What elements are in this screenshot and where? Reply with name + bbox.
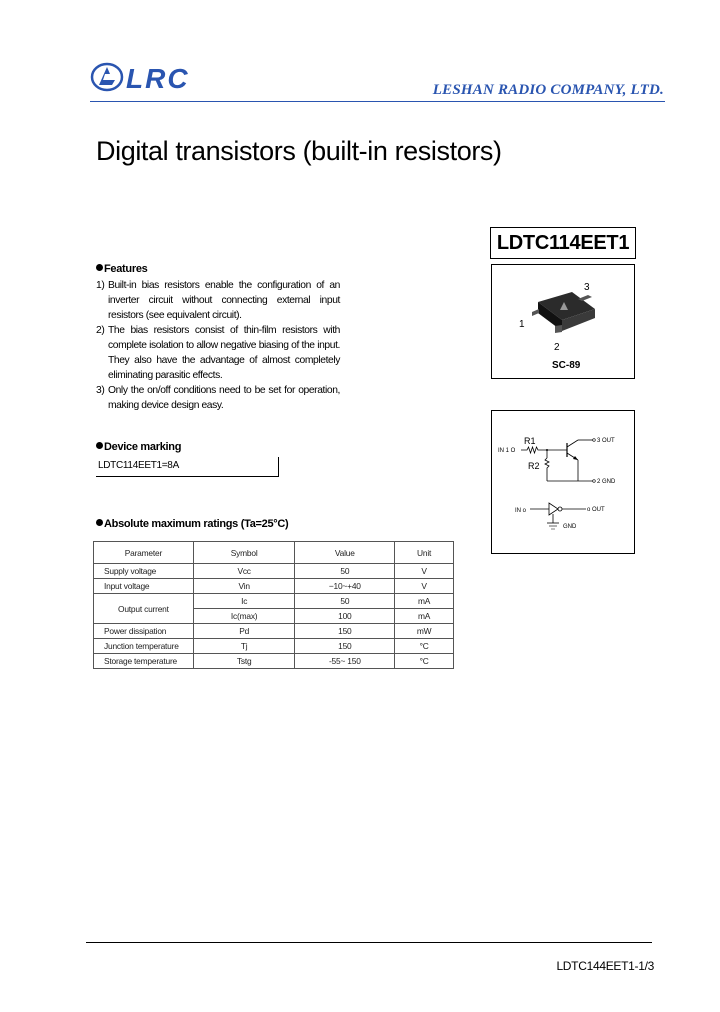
page-title: Digital transistors (built-in resistors) xyxy=(96,136,502,166)
list-item: 2) The bias resistors consist of thin-film resistors with complete isolation to allow negative biasing of the input. They also have the advantage of almost completely eliminating parasitic effects. xyxy=(96,325,340,381)
column-header: Value xyxy=(295,542,395,564)
column-header: Parameter xyxy=(94,542,194,564)
marking-heading: Device marking xyxy=(96,441,181,453)
gnd-label: 2 GND xyxy=(597,479,616,485)
ratings-table xyxy=(93,541,454,669)
bullet-icon xyxy=(96,442,103,449)
table-row: Input voltage Vin −10~+40 V xyxy=(94,579,454,594)
table-row: Storage temperature Tstg -55~ 150 °C xyxy=(94,654,454,669)
sym-in-label: IN o xyxy=(515,508,527,514)
bullet-icon xyxy=(96,519,103,526)
bullet-icon xyxy=(96,264,103,271)
logo-mark-icon xyxy=(90,58,215,98)
svg-text:1: 1 xyxy=(519,319,525,330)
features-heading: Features xyxy=(96,263,147,275)
part-number: LDTC114EET1 xyxy=(490,227,636,259)
table-row: Output current Ic 50 mA xyxy=(94,594,454,609)
table-row: Ic(max) 100 mA xyxy=(94,609,454,624)
company-logo xyxy=(90,58,215,98)
list-item: 3) Only the on/off conditions need to be set for operation, making device design easy. xyxy=(96,385,340,411)
svg-text:3: 3 xyxy=(584,282,590,293)
equivalent-circuit xyxy=(491,410,635,554)
in-label: IN 1 O xyxy=(498,448,516,454)
features-list xyxy=(96,278,340,413)
ratings-heading: Absolute maximum ratings (Ta=25°C) xyxy=(96,518,288,530)
out-label: 3 OUT xyxy=(597,438,615,444)
table-row: Power dissipation Pd 150 mW xyxy=(94,624,454,639)
table-row: Supply voltage Vcc 50 V xyxy=(94,564,454,579)
r1-label: R1 xyxy=(524,436,536,446)
page-number: LDTC144EET1-1/3 xyxy=(556,959,654,973)
sym-out-label: o OUT xyxy=(587,507,605,513)
list-item: 1) Built-in bias resistors enable the configuration of an inverter circuit without connecting external input resistors (see equivalent circuit). xyxy=(96,280,340,321)
company-name: LESHAN RADIO COMPANY, LTD. xyxy=(432,82,664,98)
r2-label: R2 xyxy=(528,461,540,471)
sym-gnd-label: GND xyxy=(563,524,577,530)
package-drawing xyxy=(491,264,635,379)
footer-divider xyxy=(86,942,652,943)
column-header: Symbol xyxy=(193,542,295,564)
table-row: Junction temperature Tj 150 °C xyxy=(94,639,454,654)
header-divider xyxy=(90,101,665,102)
svg-text:2: 2 xyxy=(554,342,560,353)
table-header-row xyxy=(94,542,454,564)
svg-text:LRC: LRC xyxy=(126,63,190,94)
column-header: Unit xyxy=(395,542,454,564)
package-name: SC-89 xyxy=(552,360,581,371)
device-marking: LDTC114EET1=8A xyxy=(96,457,279,477)
